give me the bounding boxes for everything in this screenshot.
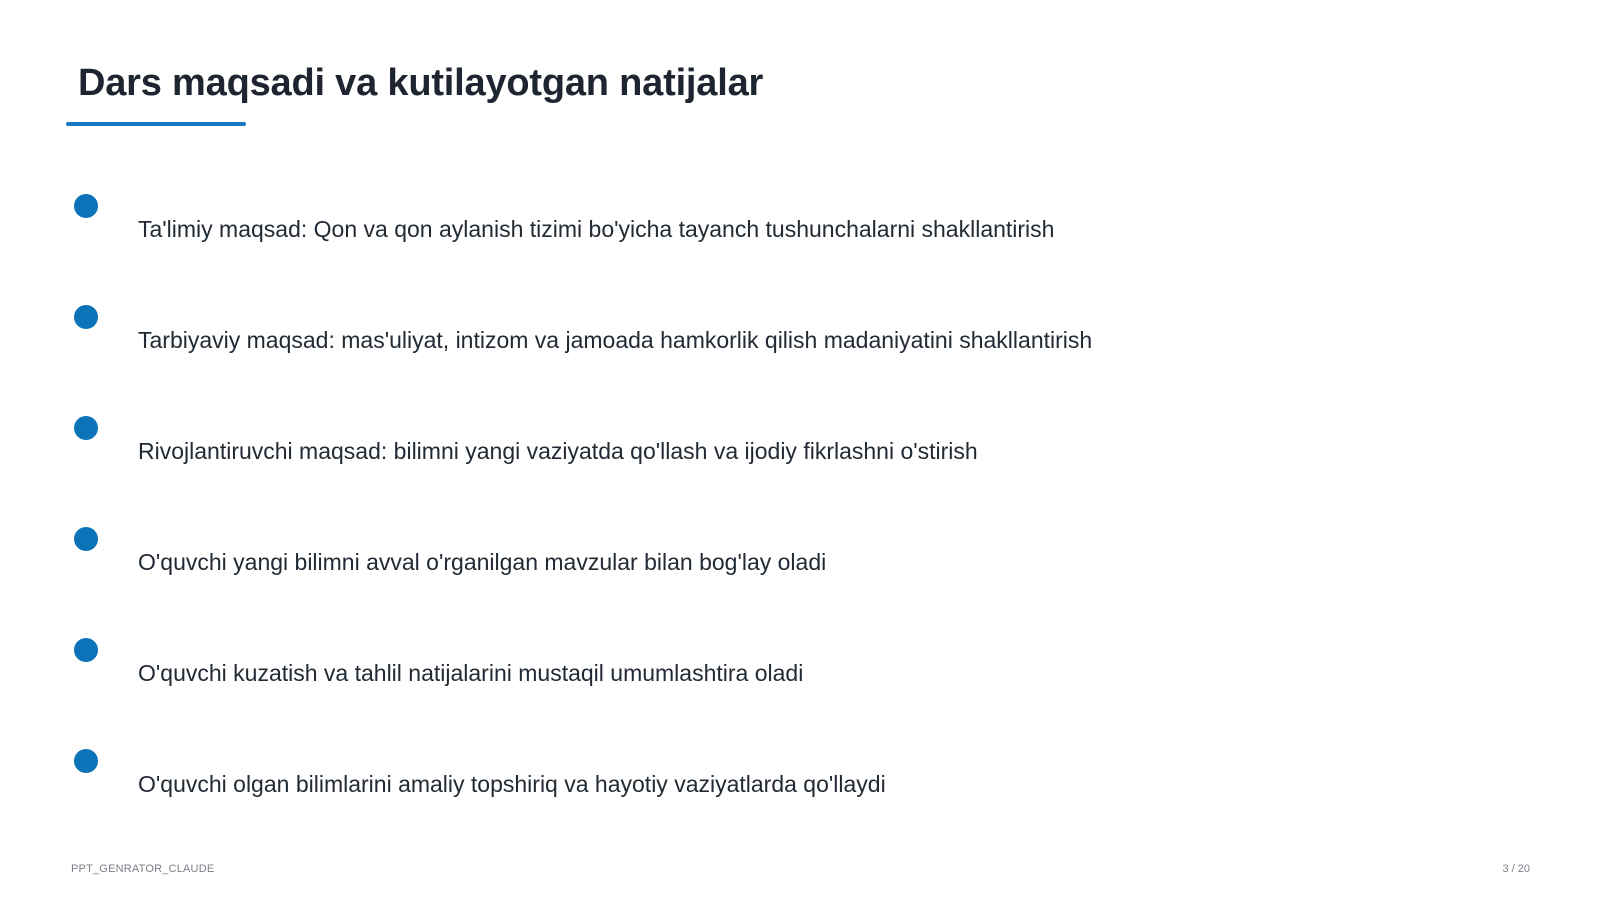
- bullet-text: Rivojlantiruvchi maqsad: bilimni yangi vaziyatda qo'llash va ijodiy fikrlashni o'stirish: [138, 438, 978, 464]
- bullet-text: Tarbiyaviy maqsad: mas'uliyat, intizom va jamoada hamkorlik qilish madaniyatini shakllantirish: [138, 327, 1093, 353]
- bullet-dot-icon: [74, 194, 98, 218]
- bullet-dot-icon: [74, 749, 98, 773]
- list-item: [0, 638, 1600, 698]
- page-number: 3 / 20: [1502, 863, 1530, 875]
- footer-source-label: PPT_GENRATOR_CLAUDE: [71, 863, 215, 875]
- list-item: [0, 416, 1600, 476]
- bullet-text: O'quvchi kuzatish va tahlil natijalarini mustaqil umumlashtira oladi: [138, 660, 804, 686]
- bullet-dot-icon: [74, 638, 98, 662]
- list-item: [0, 527, 1600, 587]
- bullet-dot-icon: [74, 305, 98, 329]
- bullet-dot-icon: [74, 416, 98, 440]
- bullet-text: O'quvchi yangi bilimni avval o'rganilgan mavzular bilan bog'lay oladi: [138, 549, 827, 575]
- list-item: [0, 305, 1600, 365]
- bullet-text: Ta'limiy maqsad: Qon va qon aylanish tizimi bo'yicha tayanch tushunchalarni shakllantirish: [138, 216, 1055, 242]
- bullet-text: O'quvchi olgan bilimlarini amaliy topshiriq va hayotiy vaziyatlarda qo'llaydi: [138, 771, 886, 797]
- list-item: [0, 194, 1600, 254]
- list-item: [0, 749, 1600, 809]
- bullet-dot-icon: [74, 527, 98, 551]
- slide-title: Dars maqsadi va kutilayotgan natijalar: [78, 62, 764, 104]
